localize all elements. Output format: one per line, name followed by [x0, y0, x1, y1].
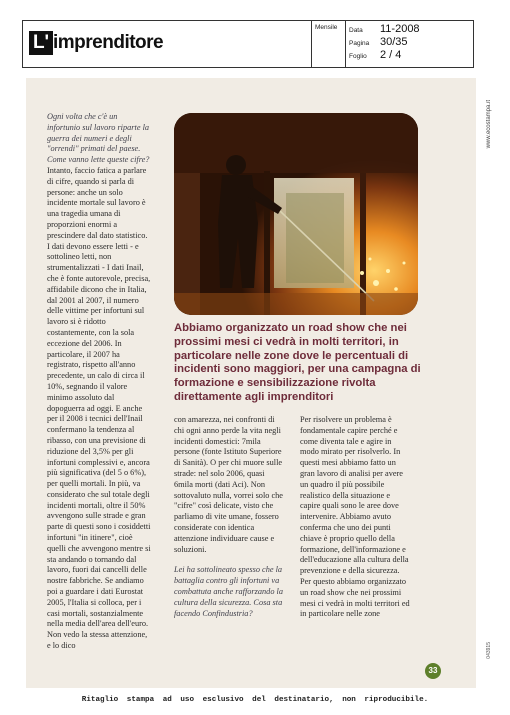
answer-text: Intanto, faccio fatica a parlare di cifre, quando si parla di persone: anche un solo incidente mortale sul lavoro è una tragedia umana di proporzioni enormi a prescindere dal dato statistico. I dati devono essere letti - e sottolineo letti, non strumentalizzati - I dati Inail, che è fonte autorevole, precisa, affidabile dicono che in Italia, dal 2001 al 2007, il numero delle vittime per infortuni sul lavoro si è ridotto costantemente, con la sola eccezione del 2006. In particolare, il 2007 ha registrato, rispetto all'anno precedente, un calo di circa il 10%, segnando il valore minimo assoluto dal dopoguerra ad oggi. E anche per il 2008 i tecnici dell'Inail confermano la tendenza al ribasso, con una previsione di riduzione del 3,5% per gli infortuni complessivi e, ancora più significativa (del 5 o 6%), per quelli mortali. In più, va considerato che sul totale degli incidenti mortali, oltre il 50% avvengono sulle strade e gran parte di questi sono i cosiddetti infortuni "in itinere", cioè quelli che avvengono mentre si sta andando o tornando dal lavoro, fuori dai cancelli delle nostre fabbriche. Se andiamo poi a guardare i dati Eurostat 2005, l'Italia si colloca, per i casi mortali, sostanzialmente nella media dell'area dell'euro. Non vedo la stessa attenzione, e lo dico: [47, 165, 151, 651]
divider: [311, 21, 312, 67]
welding-photo: [174, 113, 418, 315]
divider: [345, 21, 346, 67]
date-value: 11-2008: [380, 23, 420, 35]
pull-quote: Abbiamo organizzato un road show che nei prossimi mesi ci vedrà in molti territori, in particolare nelle zone dove le percentuali di incidenti sono maggiori, per una campagna di formazione e sensibilizzazione rivolta direttamente agli imprenditori: [174, 322, 421, 403]
article-column-1: [47, 112, 151, 652]
page-label: Pagina: [349, 40, 370, 47]
clipping-code: 043915: [486, 642, 492, 659]
date-label: Data: [349, 27, 363, 34]
article-column-2: [174, 415, 284, 619]
answer-text: Per risolvere un problema è fondamentale capire perché e come diventa tale e agire in modo mirato per risolverlo. In questi mesi abbiamo fatto un gran lavoro di analisi per avere un quadro il più possibile realistico della situazione e capire quali sono le aree dove intervenire. Abbiamo avuto conferma che uno dei punti chiave è proprio quello della formazione, dell'informazione e dell'educazione alla cultura della prevenzione e della sicurezza. Per questo abbiamo organizzato un road show che nei prossimi mesi ci vedrà in molti territori ed in particolare nelle zone: [300, 415, 410, 619]
clipping-header: [22, 20, 474, 68]
answer-text: con amarezza, nei confronti di chi ogni anno perde la vita negli incidenti domestici: 7mila persone (fonte Istituto Superiore di Sanità). O per chi muore sulle strade: nel solo 2006, quasi 6mila morti (dati Aci). Non sottovaluto nulla, vorrei solo che "cifre" così delicate, visto che parliamo di vite umane, fossero considerate con identica attenzione individuare cause e soluzioni.: [174, 415, 283, 554]
reproduction-notice: Ritaglio stampa ad uso esclusivo del destinatario, non riproducibile.: [81, 696, 429, 704]
source-url: www.ecostampa.it: [486, 100, 492, 149]
sheet-label: Foglio: [349, 53, 367, 60]
frequency-label: Mensile: [315, 24, 338, 31]
page-value: 30/35: [380, 36, 408, 48]
page-number-badge: 33: [425, 663, 441, 679]
article-column-3: [300, 415, 410, 620]
interview-question: Lei ha sottolineato spesso che la battaglia contro gli infortuni va combattuta anche rafforzando la cultura della sicurezza. Cosa sta facendo Confindustria?: [174, 565, 284, 618]
publication-logo: [29, 31, 164, 57]
sheet-value: 2 / 4: [380, 49, 402, 61]
logo-mark: L': [29, 31, 53, 55]
interview-question: Ogni volta che c'è un infortunio sul lavoro riparte la guerra dei numeri e degli "orrendi" primati del paese. Come vanno lette queste cifre?: [47, 112, 150, 165]
logo-wordmark: imprenditore: [53, 32, 164, 53]
article-page: [26, 78, 476, 688]
